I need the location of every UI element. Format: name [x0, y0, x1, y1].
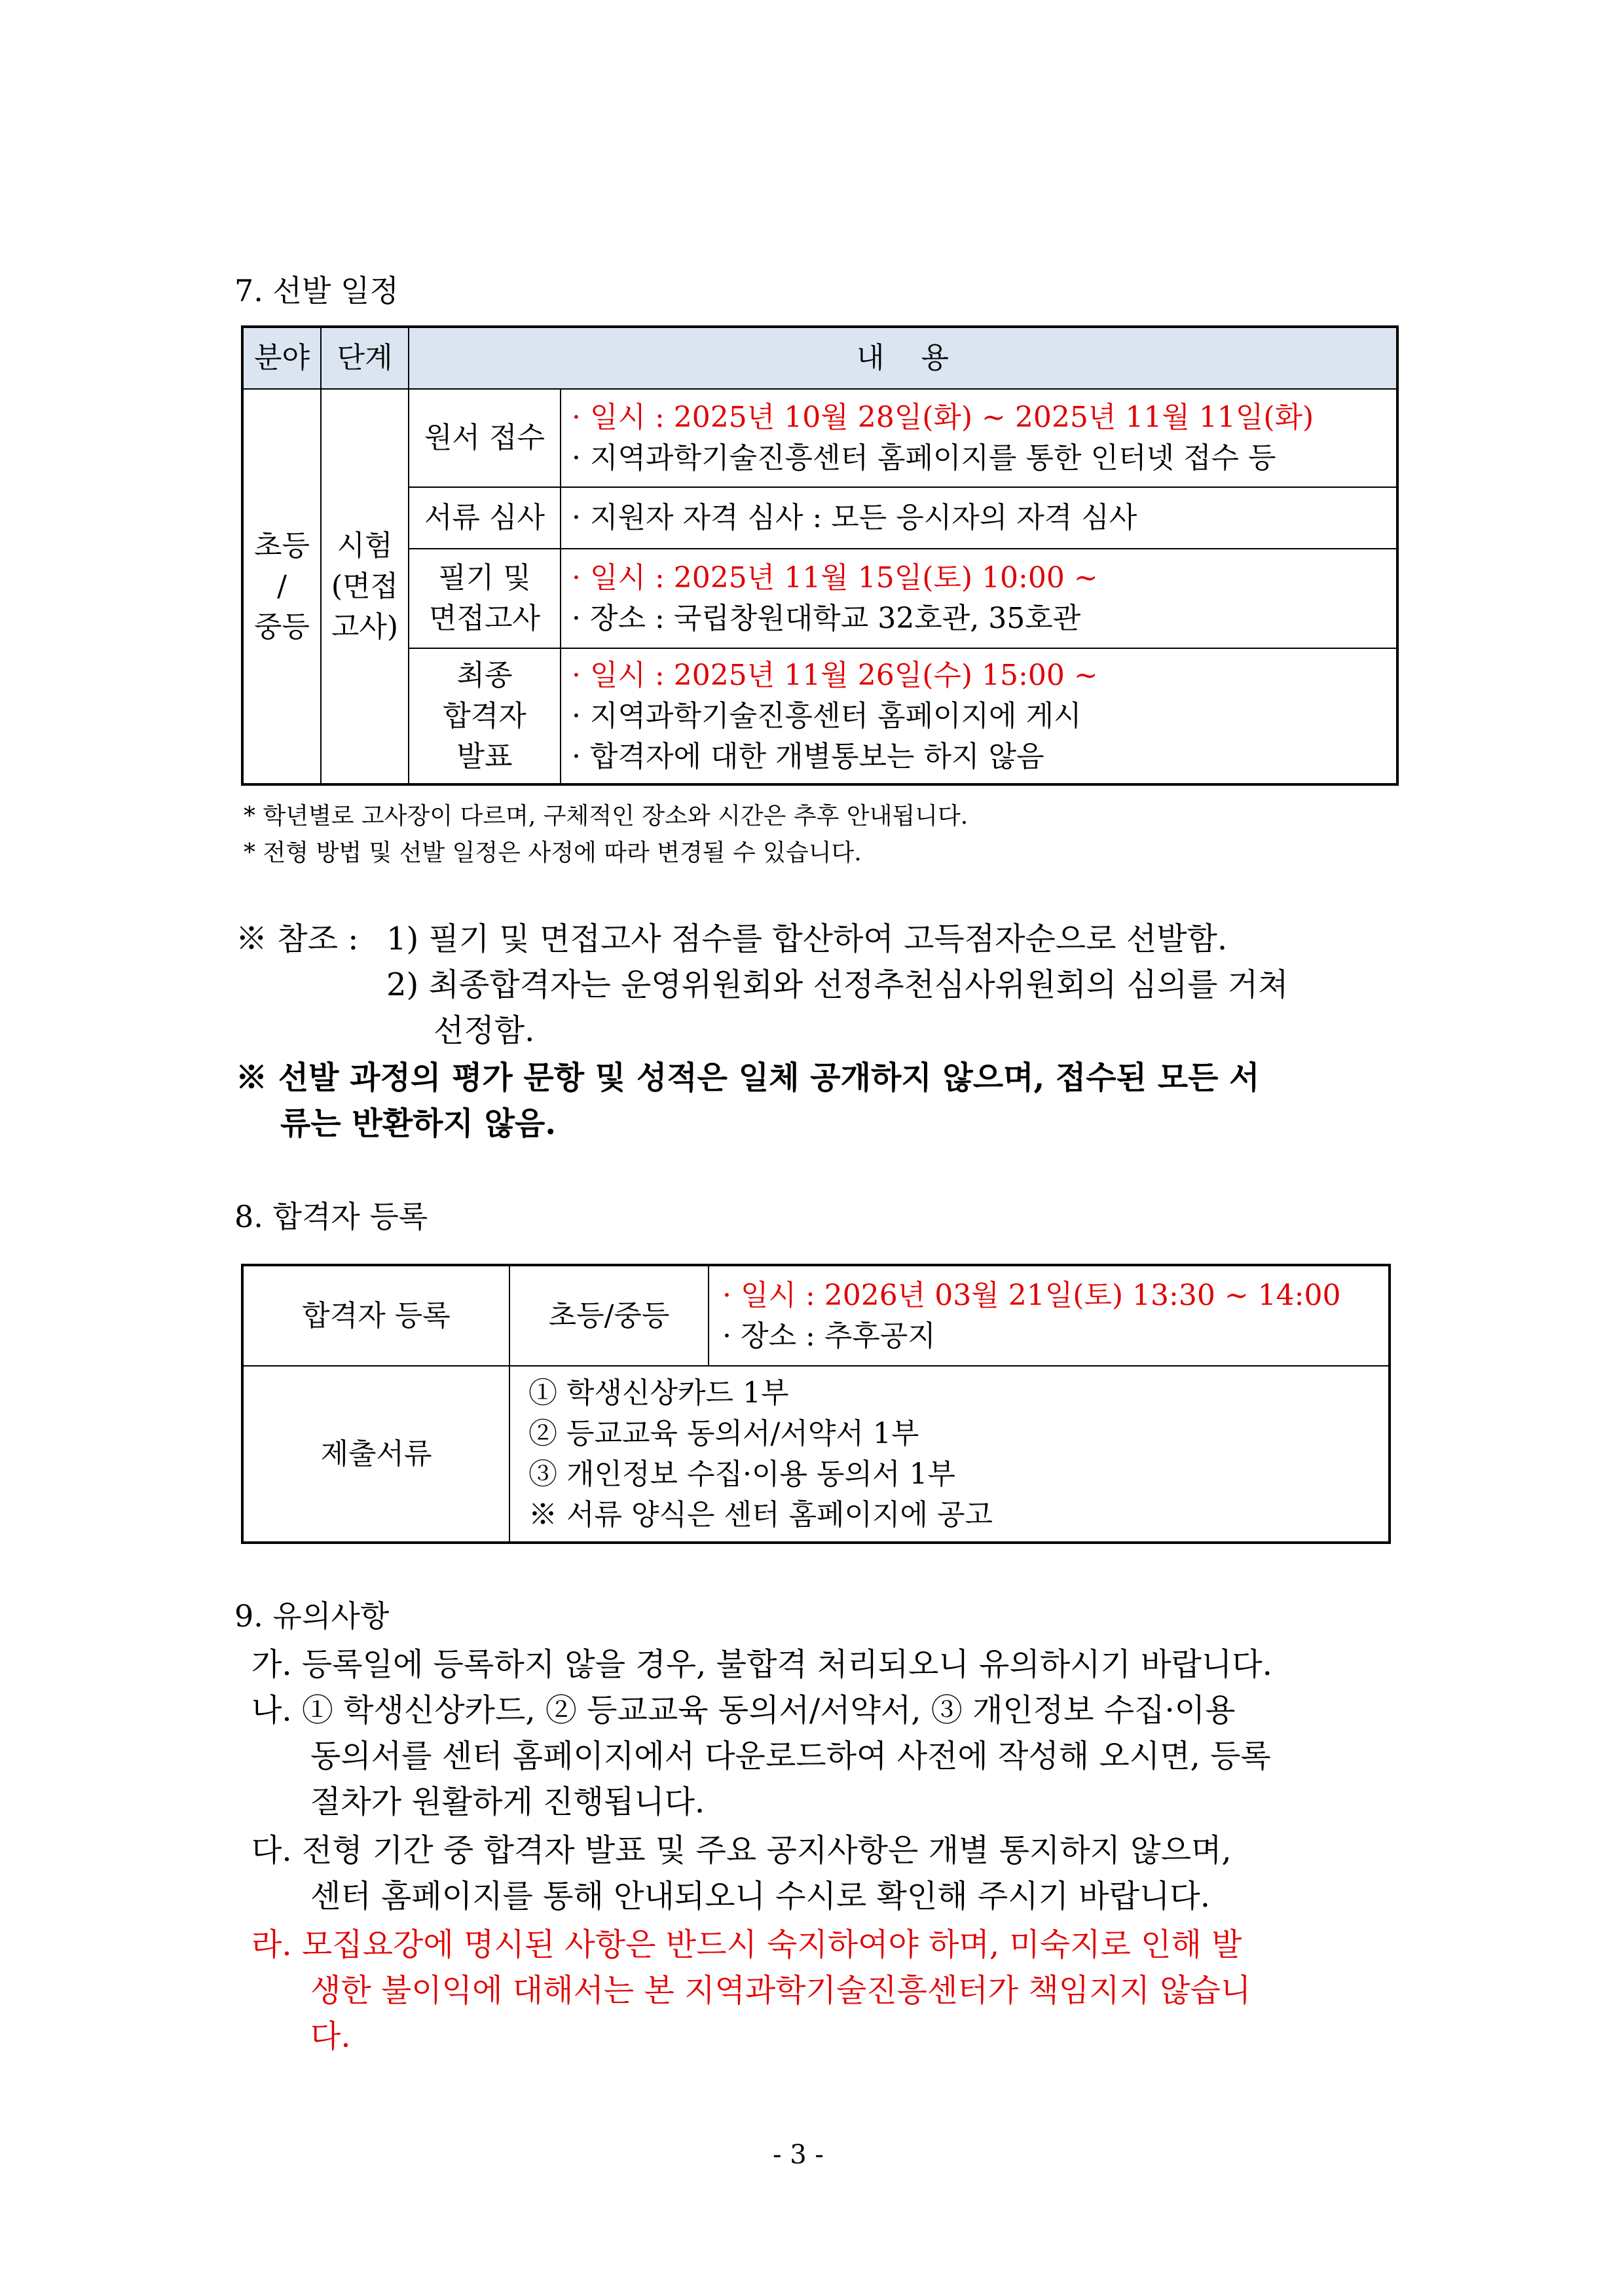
notice-item: 라. 모집요강에 명시된 사항은 반드시 숙지하여야 하며, 미숙지로 인해 발	[251, 1926, 1242, 1963]
registration-label: 합격자 등록	[242, 1265, 509, 1366]
field-line: /	[277, 569, 287, 603]
notice-item: 절차가 원활하게 진행됩니다.	[310, 1784, 705, 1820]
content-line: · 일시 : 2025년 11월 15일(토) 10:00 ~	[572, 561, 1098, 595]
content-line: · 장소 : 국립창원대학교 32호관, 35호관	[572, 602, 1081, 635]
row-content	[561, 549, 1397, 648]
label-line: 필기 및	[438, 561, 531, 595]
documents-label: 제출서류	[242, 1366, 509, 1543]
registration-table	[241, 1264, 1391, 1544]
label-line: 발표	[456, 739, 513, 773]
row-content	[561, 487, 1397, 549]
schedule-row	[242, 549, 1397, 648]
label-line: 최종	[456, 658, 513, 692]
header-content: 내 용	[409, 327, 1397, 389]
field-cell	[242, 389, 321, 784]
stage-cell	[321, 389, 409, 784]
reference-item: 선정함.	[434, 1012, 535, 1049]
stage-line: 고사)	[331, 610, 399, 644]
list-item: ① 학생신상카드 1부	[528, 1376, 789, 1410]
row-label	[409, 549, 561, 648]
schedule-row	[242, 389, 1397, 487]
schedule-row	[242, 487, 1397, 549]
schedule-row	[242, 648, 1397, 784]
section-8-title: 8. 합격자 등록	[234, 1199, 428, 1234]
header-field: 분야	[242, 327, 321, 389]
stage-line: 시험	[337, 528, 393, 562]
label-line: 합격자	[443, 699, 526, 733]
footnote: * 학년별로 고사장이 다르며, 구체적인 장소와 시간은 추후 안내됩니다.	[244, 803, 969, 830]
notice-line: ※ 선발 과정의 평가 문항 및 성적은 일체 공개하지 않으며, 접수된 모든 서	[236, 1059, 1260, 1096]
field-line: 중등	[253, 610, 310, 644]
content-line: · 일시 : 2025년 11월 26일(수) 15:00 ~	[572, 658, 1098, 692]
list-item: ③ 개인정보 수집·이용 동의서 1부	[528, 1457, 955, 1491]
reference-item: 1) 필기 및 면접고사 점수를 합산하여 고득점자순으로 선발함.	[386, 921, 1228, 957]
notice-item: 생한 불이익에 대해서는 본 지역과학기술진흥센터가 책임지지 않습니	[310, 1972, 1251, 2009]
notice-item: 다.	[310, 2018, 351, 2055]
content-line: · 합격자에 대한 개별통보는 하지 않음	[572, 739, 1044, 773]
stage-line: (면접	[331, 569, 399, 603]
content-line: · 지원자 자격 심사 : 모든 응시자의 자격 심사	[572, 501, 1137, 534]
documents-row	[242, 1366, 1390, 1543]
schedule-header-row	[242, 327, 1397, 389]
content-line: · 지역과학기술진흥센터 홈페이지에 게시	[572, 699, 1082, 733]
documents-list	[509, 1366, 1390, 1543]
reference-label: ※ 참조 :	[236, 921, 359, 957]
content-line: · 일시 : 2026년 03월 21일(토) 13:30 ~ 14:00	[722, 1278, 1341, 1312]
section-7-title: 7. 선발 일정	[234, 273, 399, 308]
list-item: ② 등교교육 동의서/서약서 1부	[528, 1416, 919, 1450]
notice-item: 나. ① 학생신상카드, ② 등교교육 동의서/서약서, ③ 개인정보 수집·이용	[251, 1692, 1236, 1729]
page-number: - 3 -	[773, 2140, 824, 2170]
reference-item: 2) 최종합격자는 운영위원회와 선정추천심사위원회의 심의를 거쳐	[386, 966, 1289, 1003]
notice-line: 류는 반환하지 않음.	[280, 1105, 557, 1142]
registration-row	[242, 1265, 1390, 1366]
row-label	[409, 648, 561, 784]
registration-content	[709, 1265, 1390, 1366]
content-line: · 지역과학기술진흥센터 홈페이지를 통한 인터넷 접수 등	[572, 441, 1276, 475]
row-label: 원서 접수	[409, 389, 561, 487]
schedule-table	[241, 325, 1399, 786]
notice-item: 가. 등록일에 등록하지 않을 경우, 불합격 처리되오니 유의하시기 바랍니다.	[251, 1646, 1272, 1683]
section-9-title: 9. 유의사항	[234, 1598, 390, 1634]
content-line: · 일시 : 2025년 10월 28일(화) ~ 2025년 11월 11일(화)	[572, 401, 1314, 434]
content-line: · 장소 : 추후공지	[722, 1319, 936, 1353]
row-content	[561, 389, 1397, 487]
list-item: ※ 서류 양식은 센터 홈페이지에 공고	[528, 1497, 993, 1532]
notice-item: 다. 전형 기간 중 합격자 발표 및 주요 공지사항은 개별 통지하지 않으며,	[251, 1832, 1232, 1869]
footnote: * 전형 방법 및 선발 일정은 사정에 따라 변경될 수 있습니다.	[244, 839, 862, 866]
row-label: 서류 심사	[409, 487, 561, 549]
label-line: 면접고사	[428, 602, 540, 635]
notice-item: 센터 홈페이지를 통해 안내되오니 수시로 확인해 주시기 바랍니다.	[310, 1878, 1211, 1915]
header-stage: 단계	[321, 327, 409, 389]
notice-item: 동의서를 센터 홈페이지에서 다운로드하여 사전에 작성해 오시면, 등록	[310, 1738, 1271, 1774]
registration-target: 초등/중등	[509, 1265, 709, 1366]
row-content	[561, 648, 1397, 784]
field-line: 초등	[253, 528, 310, 562]
